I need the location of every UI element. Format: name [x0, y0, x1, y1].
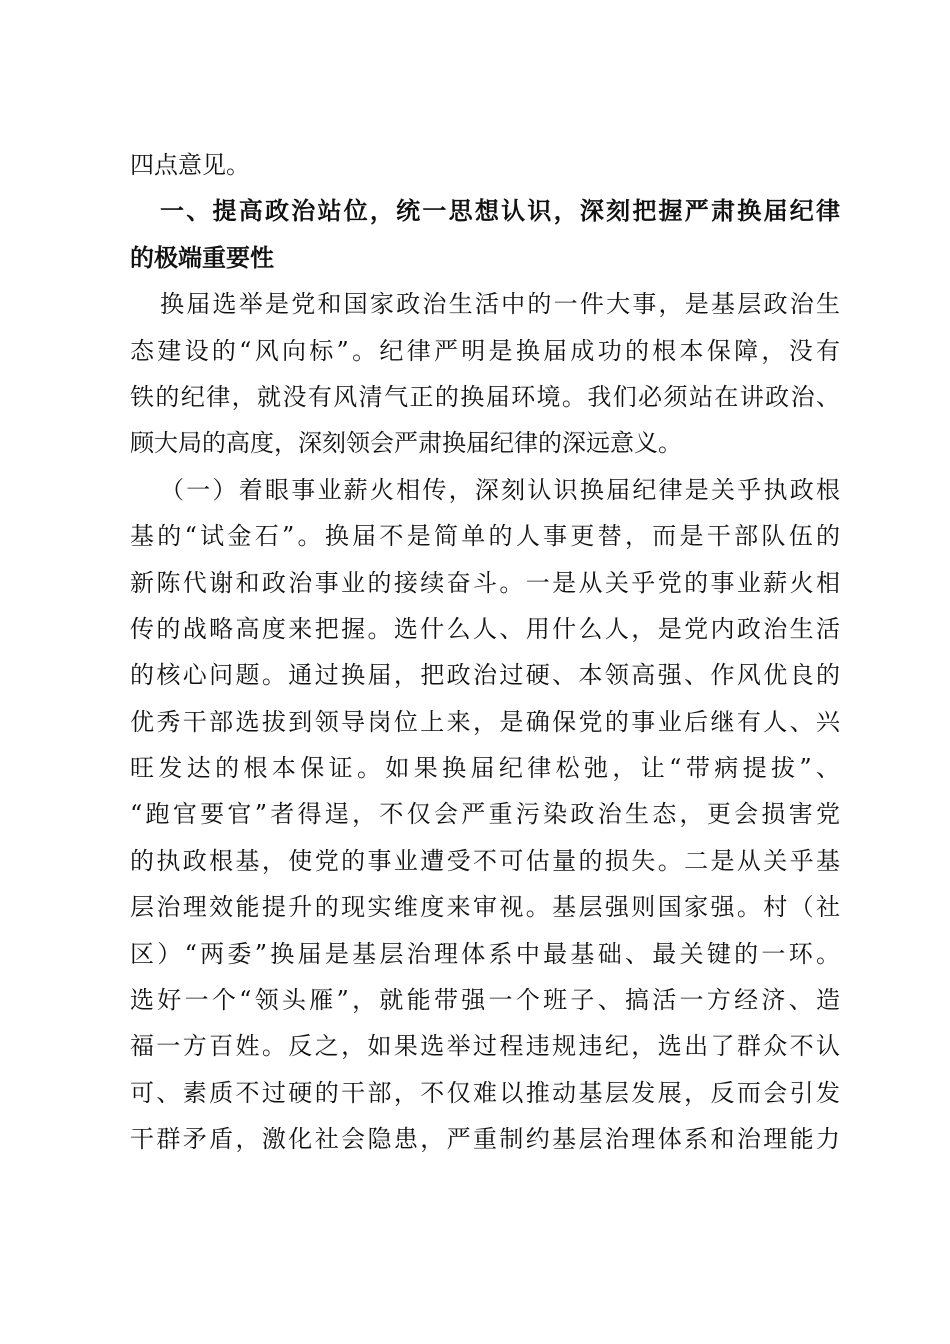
paragraph-line: 的核心问题。通过换届，把政治过硬、本领高强、作风优良的 [130, 661, 840, 690]
paragraph-line: 铁的纪律，就没有风清气正的换届环境。我们必须站在讲政治、 [130, 382, 840, 411]
paragraph-line: 新陈代谢和政治事业的接续奋斗。一是从关乎党的事业薪火相 [130, 568, 840, 597]
paragraph-line: 区）“两委”换届是基层治理体系中最基础、最关键的一环。 [130, 939, 840, 968]
paragraph-line: （一）着眼事业薪火相传，深刻认识换届纪律是关乎执政根 [160, 475, 840, 504]
section-heading-line: 的极端重要性 [130, 243, 274, 272]
paragraph-line: 福一方百姓。反之，如果选举过程违规违纪，选出了群众不认 [130, 1032, 840, 1061]
paragraph-line: 传的战略高度来把握。选什么人、用什么人，是党内政治生活 [130, 614, 840, 643]
paragraph-line: 旺发达的根本保证。如果换届纪律松弛，让“带病提拔”、 [130, 754, 840, 783]
section-heading-line: 一、提高政治站位，统一思想认识，深刻把握严肃换届纪律 [160, 197, 840, 226]
paragraph-line: 态建设的“风向标”。纪律严明是换届成功的根本保障，没有 [130, 336, 840, 365]
paragraph-line: 基的“试金石”。换届不是简单的人事更替，而是干部队伍的 [130, 522, 840, 551]
paragraph-line: 选好一个“领头雁”，就能带强一个班子、搞活一方经济、造 [130, 986, 840, 1015]
paragraph-line: 顾大局的高度，深刻领会严肃换届纪律的深远意义。 [130, 429, 682, 458]
paragraph-line: 优秀干部选拔到领导岗位上来，是确保党的事业后继有人、兴 [130, 707, 840, 736]
paragraph-line: 的执政根基，使党的事业遭受不可估量的损失。二是从关乎基 [130, 846, 840, 875]
paragraph-line: 层治理效能提升的现实维度来审视。基层强则国家强。村（社 [130, 893, 840, 922]
paragraph-line: 换届选举是党和国家政治生活中的一件大事，是基层政治生 [160, 290, 840, 319]
paragraph-line: “跑官要官”者得逞，不仅会严重污染政治生态，更会损害党 [130, 800, 840, 829]
paragraph-line: 干群矛盾，激化社会隐患，严重制约基层治理体系和治理能力 [130, 1125, 840, 1154]
paragraph-line: 四点意见。 [130, 151, 250, 179]
paragraph-line: 可、素质不过硬的干部，不仅难以推动基层发展，反而会引发 [130, 1078, 840, 1107]
document-body [130, 142, 840, 1163]
